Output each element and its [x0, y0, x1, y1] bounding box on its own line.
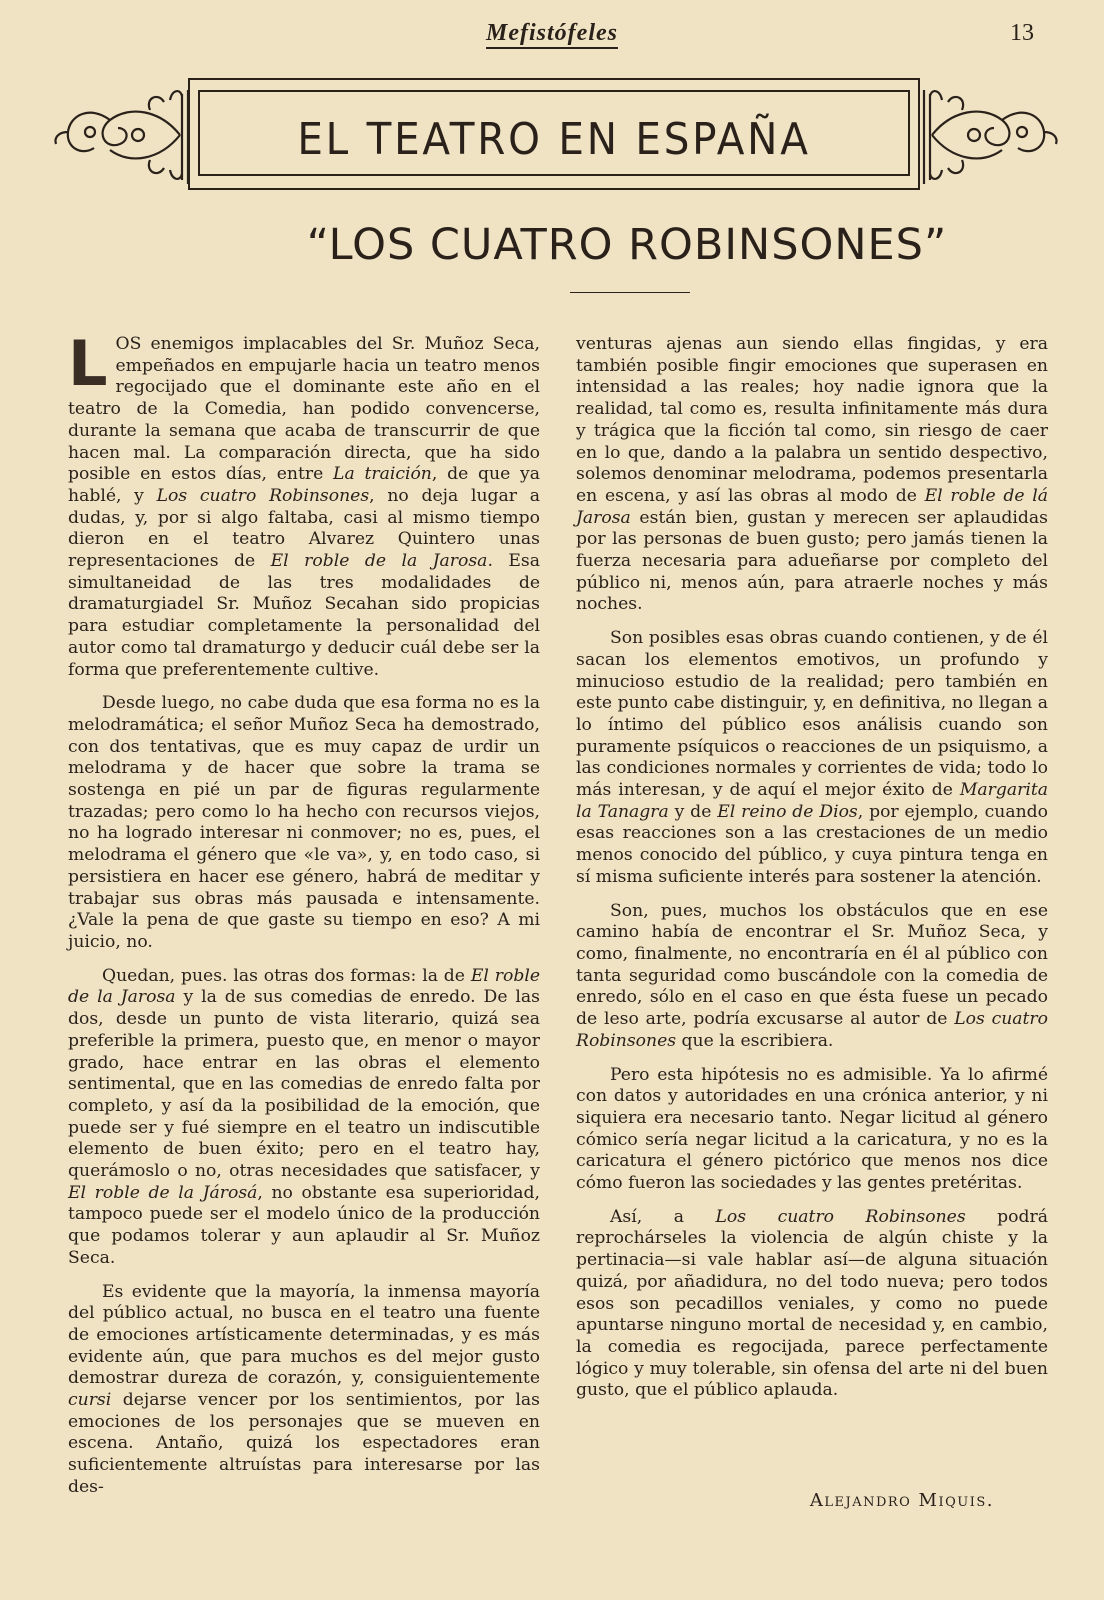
section-title: EL TEATRO EN ESPAÑA [297, 114, 811, 165]
play-title: Los cuatro Robinsones [156, 485, 370, 506]
emphasis: cursi [68, 1390, 112, 1411]
magazine-title: Mefistófeles [0, 20, 1104, 47]
play-title: La traición [333, 464, 432, 485]
paragraph: Son posibles esas obras cuando contienen, y de él sacan los elementos emotivos, un profundo y minucioso estudio de la realidad; pero también en este punto cabe distinguir, y, en definitiva, no llegan a lo íntimo del público esos análisis cuando son puramente psíquicos o reacciones de un psiquismo, a las condiciones normales y corrientes de vida; todo lo más interesan, y de aquí el mejor éxito de Margarita la Tanagra y de El reino de Dios, por ejemplo, cuando esas reacciones son a las crestaciones de un medio menos conocido del público, y cuya pintura tenga en sí misma suficiente interés para sostener la atención. [576, 628, 1048, 887]
play-title: El roble de la Jarosa [270, 551, 488, 572]
paragraph: venturas ajenas aun siendo ellas fingidas, y era también posible fingir emociones que superasen en intensidad a las reales; hoy nadie ignora que la realidad, tal como es, resulta infinitamente más dura y trágica que la ficción tal como, sin riesgo de caer en lo que, dando a la palabra un sentido despectivo, solemos denominar melodrama, podemos presentarla en escena, y así las obras al modo de El roble de lá Jarosa están bien, gustan y merecen ser aplaudidas por las personas de buen gusto; pero jamás tienen la fuerza necesaria para adueñarse por completo del público ni, menos aún, para atraerle noches y más noches. [576, 334, 1048, 615]
paragraph: Desde luego, no cabe duda que esa forma no es la melodramática; el señor Muñoz Seca ha demostrado, con dos tentativas, que es muy capaz de urdir un melodrama y de hacer que sobre la trama se sostenga en pié un par de figuras regularmente trazadas; pero como lo ha hecho con recursos viejos, no ha logrado interesar ni conmover; no es, pues, el melodrama el género que «le va», y, en todo caso, si persistiera en hacer ese género, habrá de meditar y trabajar sus obras más pausada e intensamente. ¿Vale la pena de que gaste su tiempo en eso? A mi juicio, no. [68, 693, 540, 952]
paragraph: Quedan, pues. las otras dos formas: la de El roble de la Jarosa y la de sus comedias de enredo. De las dos, desde un punto de vista literario, quizá sea preferible la primera, puesto que, en menor o mayor grado, hace entrar en las obras el elemento sentimental, que en las comedias de enredo falta por completo, y así da la posibilidad de la emoción, que puede ser y fué siempre en el teatro un indiscutible elemento de buen éxito; pero en el teatro hay, querámoslo o no, otras necesidades que satisfacer, y El roble de la Járosá, no obstante esa superioridad, tampoco puede ser el modelo único de la producción que podamos tolerar y aun aplaudir al Sr. Muñoz Seca. [68, 965, 540, 1268]
title-divider [570, 292, 690, 293]
article-title: “LOS CUATRO ROBINSONES” [306, 220, 948, 270]
left-column [68, 327, 541, 1511]
play-title: Margarita la Tanagra [576, 780, 1048, 822]
paragraph: L OS enemigos implacables del Sr. Muñoz Seca, empeñados en empujarle hacia un teatro menos regocijado que el dominante este año en el teatro de la Comedia, han podido convencerse, durante la semana que acaba de transcurrir de que hacen mal. La comparación directa, que ha sido posible en estos días, entre La traición, de que ya hablé, y Los cuatro Robinsones, no deja lugar a dudas, y, por si algo faltaba, casi al mismo tiempo dieron en el teatro Alvarez Quintero unas representaciones de El roble de la Jarosa. Esa simultaneidad de las tres modalidades de dramaturgiadel Sr. Muñoz Secahan sido propicias para estudiar completamente la personalidad del autor como tal dramaturgo y deducir cuál debe ser la forma que preferentemente cultive. [68, 327, 541, 680]
floral-scroll-icon [912, 80, 1062, 190]
play-title: El roble de la Jarosa [68, 965, 540, 1008]
play-title: El reino de Dios [717, 801, 858, 822]
play-title: El roble de la Járosá [68, 1182, 258, 1203]
play-title: Los cuatro Robinsones [576, 1009, 1048, 1051]
right-column [576, 334, 1048, 1414]
paragraph: Pero esta hipótesis no es admisible. Ya lo afirmé con datos y autoridades en una crónica anterior, y ni siquiera era necesario tanto. Negar licitud al género cómico sería negar licitud a la caricatura, y no es la caricatura el género pictórico que menos nos dice cómo fueron las sociedades y las gentes pretéritas. [576, 1064, 1048, 1194]
page-number: 13 [1010, 20, 1034, 46]
section-banner [188, 78, 920, 190]
author-signature: Alejandro Miquis. [809, 1490, 994, 1511]
paragraph: Es evidente que la mayoría, la inmensa mayoría del público actual, no busca en el teatro una fuente de emociones artísticamente determinadas, y es más evidente aún, que para muchos es del mejor gusto demostrar dureza de corazón, y, consiguientemente cursi dejarse vencer por los sentimientos, por las emociones de los personajes que se mueven en escena. Antaño, quizá los espectadores eran suficientemente altruístas para interesarse por las des- [68, 1281, 540, 1497]
banner-frame [198, 90, 910, 176]
paragraph: Así, a Los cuatro Robinsones podrá reprochárseles la violencia de algún chiste y la pertinacia—si vale hablar así—de alguna situación quizá, por añadidura, no del todo nueva; pero todos esos son pecadillos veniales, y como no puede apuntarse ninguno mortal de necesidad y, en cambio, la comedia es regocijada, parece perfectamente lógico y muy tolerable, sin ofensa del arte ni del buen gusto, que el público aplauda. [576, 1206, 1048, 1401]
play-title: Los cuatro Robinsones [715, 1206, 966, 1227]
paragraph: Son, pues, muchos los obstáculos que en ese camino había de encontrar el Sr. Muñoz Seca, y como, finalmente, no encontraría en él al público con tanta seguridad como buscándole con la comedia de enredo, sólo en el caso en que ésta fuese un pecado de leso arte, podría excusarse al autor de Los cuatro Robinsones que la escribiera. [576, 900, 1048, 1051]
floral-scroll-icon [50, 80, 200, 190]
drop-cap: L [68, 327, 108, 400]
play-title: El roble de lá Jarosa [576, 485, 1048, 528]
